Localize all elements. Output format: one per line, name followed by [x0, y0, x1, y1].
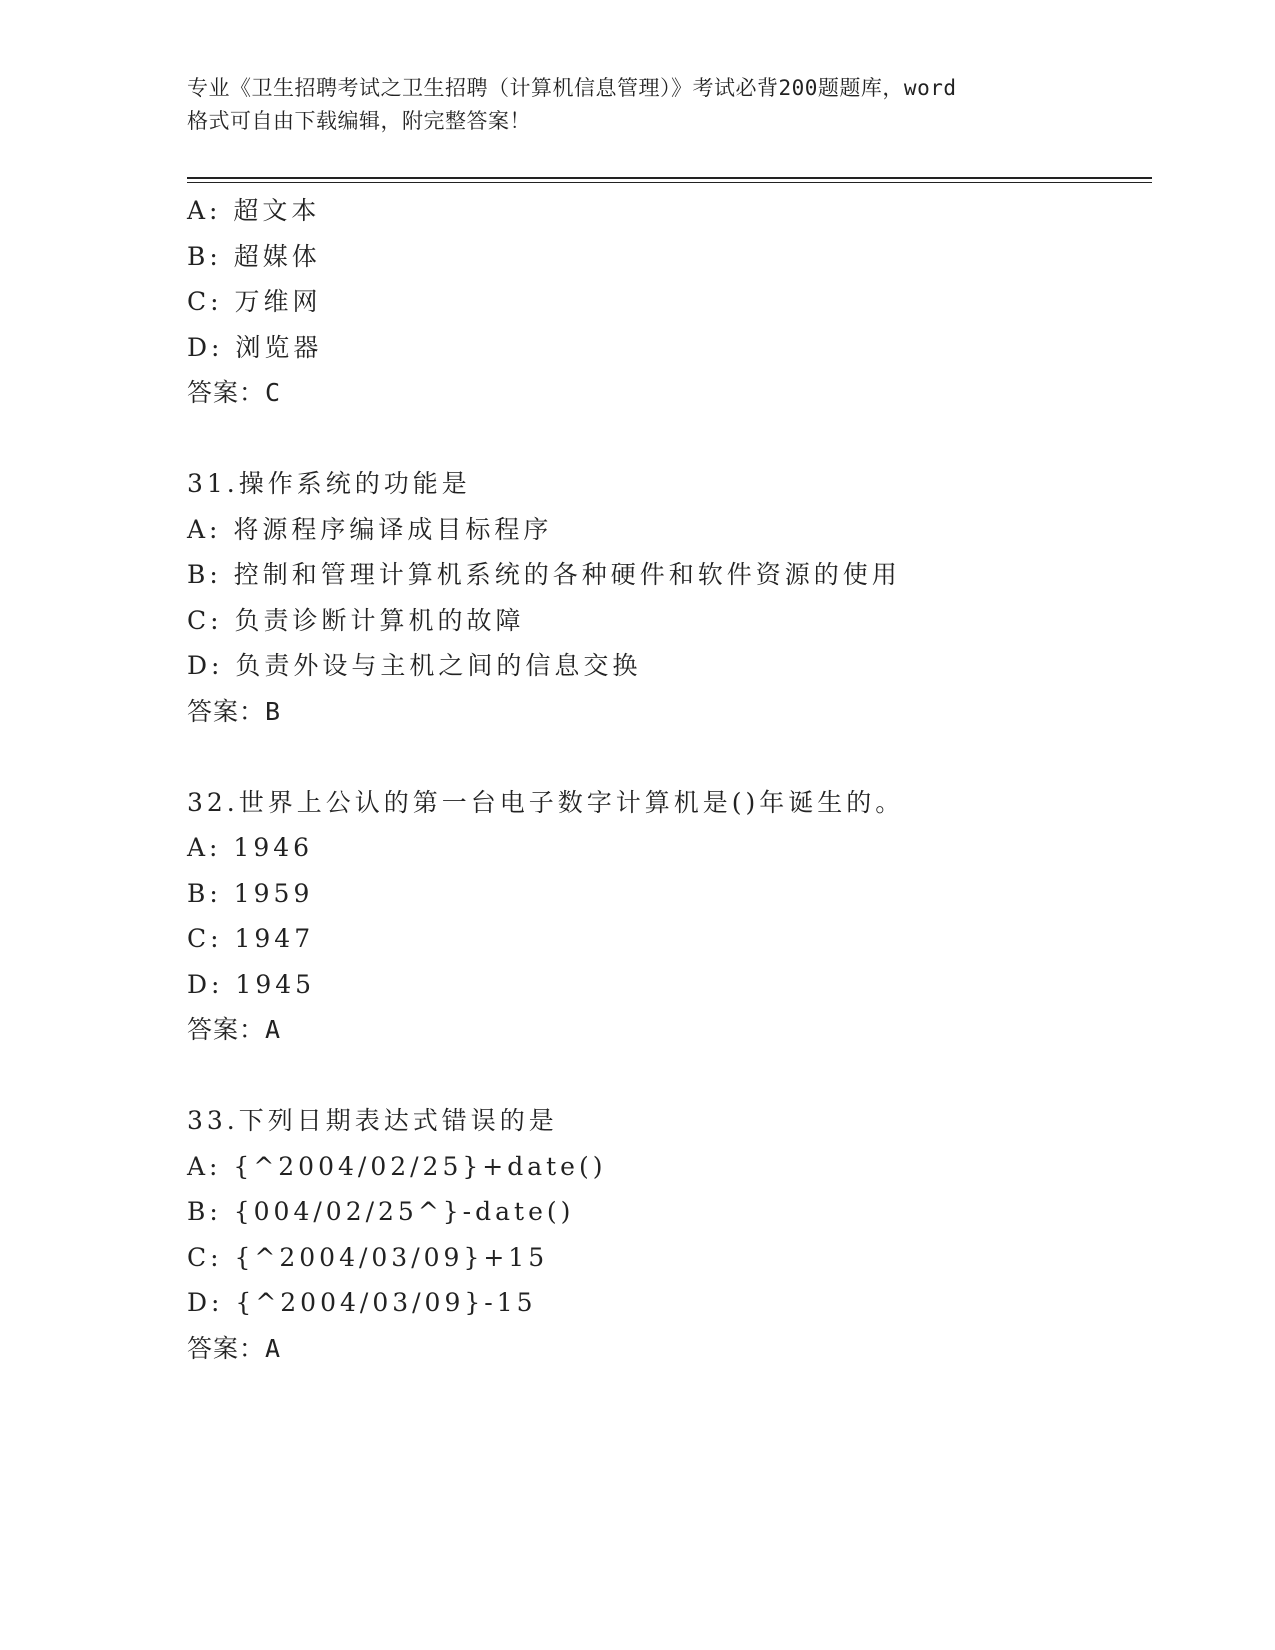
- header-rule-thin: [187, 182, 1152, 183]
- question-list: [187, 188, 1147, 1371]
- answer-label: 答案：A: [187, 1015, 282, 1044]
- question-block-32: [187, 780, 1147, 1053]
- option-b: B: {004/02/25^}-date(): [187, 1197, 575, 1226]
- option-d: D: 1945: [187, 969, 316, 999]
- option-c: C: 负责诊断计算机的故障: [187, 605, 525, 635]
- option-c: C: {^2004/03/09}+15: [187, 1242, 549, 1272]
- option-b: B: 1959: [187, 878, 314, 908]
- option-a: A: 超文本: [187, 196, 321, 225]
- option-b: B: 控制和管理计算机系统的各种硬件和软件资源的使用: [187, 560, 901, 589]
- question-block-30: [187, 188, 1147, 416]
- answer-label: 答案：B: [187, 696, 282, 726]
- question-block-31: [187, 461, 1147, 734]
- option-d: D: {^2004/03/09}-15: [187, 1288, 537, 1317]
- answer-label: 答案：C: [187, 378, 282, 407]
- option-b: B: 超媒体: [187, 241, 321, 271]
- header-rule-thick: [187, 177, 1152, 179]
- header-line-2: 格式可自由下载编辑，附完整答案！: [187, 109, 531, 133]
- option-a: A: 1946: [187, 833, 314, 862]
- question-text: 31.操作系统的功能是: [187, 469, 471, 498]
- document-header: [187, 72, 1087, 138]
- option-c: C: 1947: [187, 924, 315, 953]
- option-d: D: 浏览器: [187, 332, 323, 362]
- option-c: C: 万维网: [187, 287, 322, 316]
- option-a: A: 将源程序编译成目标程序: [187, 514, 553, 544]
- question-text: 32.世界上公认的第一台电子数字计算机是()年诞生的。: [187, 787, 905, 817]
- option-d: D: 负责外设与主机之间的信息交换: [187, 651, 642, 680]
- question-text: 33.下列日期表达式错误的是: [187, 1106, 558, 1135]
- header-line-1: 专业《卫生招聘考试之卫生招聘（计算机信息管理）》考试必背200题题库，word: [187, 76, 957, 100]
- question-block-33: [187, 1098, 1147, 1371]
- answer-label: 答案：A: [187, 1333, 282, 1363]
- option-a: A: {^2004/02/25}+date(): [187, 1151, 607, 1181]
